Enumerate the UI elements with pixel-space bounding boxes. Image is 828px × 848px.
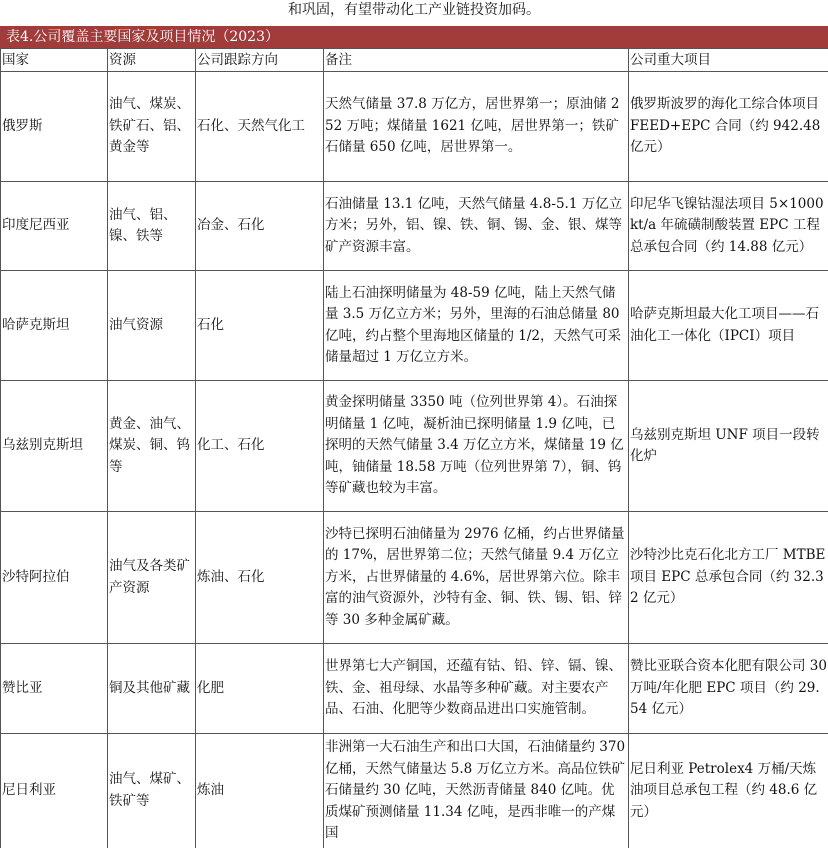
header-resources: 资源 [108,49,196,72]
country-cell: 乌兹别克斯坦 [1,381,108,512]
header-country: 国家 [1,49,108,72]
country-cell: 印度尼西亚 [1,182,108,271]
table-row [1,512,828,644]
direction-cell: 化工、石化 [196,381,324,512]
direction-cell: 化肥 [196,644,324,734]
table-row [1,644,828,734]
country-cell: 赞比亚 [1,644,108,734]
notes-cell: 世界第七大产铜国，还蕴有钴、铅、锌、镉、镍、铁、金、祖母绿、水晶等多种矿藏。对主要农产品、石油、化肥等少数商品进出口实施管制。 [324,644,629,734]
resources-cell: 油气、煤炭、铁矿石、铝、黄金等 [108,72,196,182]
table-row [1,734,828,848]
direction-cell: 炼油 [196,734,324,848]
project-cell: 赞比亚联合资本化肥有限公司 30 万吨/年化肥 EPC 项目（约 29.54 亿元） [629,644,828,734]
direction-cell: 石化 [196,271,324,381]
country-cell: 哈萨克斯坦 [1,271,108,381]
project-cell: 印尼华飞镍钴湿法项目 5×1000kt/a 年硫磺制酸装置 EPC 工程总承包合同（约 14.88 亿元） [629,182,828,271]
project-cell: 沙特沙比克石化北方工厂 MTBE 项目 EPC 总承包合同（约 32.32 亿元） [629,512,828,644]
country-cell: 沙特阿拉伯 [1,512,108,644]
project-cell: 俄罗斯波罗的海化工综合体项目 FEED+EPC 合同（约 942.48 亿元） [629,72,828,182]
direction-cell: 冶金、石化 [196,182,324,271]
header-project: 公司重大项目 [629,49,828,72]
table-row [1,271,828,381]
notes-cell: 陆上石油探明储量为 48-59 亿吨，陆上天然气储量 3.5 万亿立方米；另外，里海的石油总储量 80 亿吨，约占整个里海地区储量的 1/2，天然气可采储量超过 1 万亿立方米。 [324,271,629,381]
resources-cell: 油气及各类矿产资源 [108,512,196,644]
intro-text: 和巩固，有望带动化工产业链投资加码。 [0,0,828,24]
table-header-row [1,49,828,72]
direction-cell: 石化、天然气化工 [196,72,324,182]
country-projects-table [0,48,828,848]
project-cell: 哈萨克斯坦最大化工项目——石油化工一体化（IPCI）项目 [629,271,828,381]
header-direction: 公司跟踪方向 [196,49,324,72]
resources-cell: 铜及其他矿藏 [108,644,196,734]
resources-cell: 油气、铝、镍、铁等 [108,182,196,271]
notes-cell: 沙特已探明石油储量为 2976 亿桶，约占世界储量的 17%，居世界第二位；天然气储量 9.4 万亿立方米，占世界储量的 4.6%，居世界第六位。除丰富的油气资源外，沙特有金、铜、铁、锡、铝、锌等 30 多种金属矿藏。 [324,512,629,644]
notes-cell: 黄金探明储量 3350 吨（位列世界第 4）。石油探明储量 1 亿吨，凝析油已探明储量 1.9 亿吨，已探明的天然气储量 3.4 万亿立方米，煤储量 19 亿吨，铀储量 18.58 万吨（位列世界第 7），铜、钨等矿藏也较为丰富。 [324,381,629,512]
table-row [1,381,828,512]
notes-cell: 非洲第一大石油生产和出口大国，石油储量约 370 亿桶，天然气储量达 5.8 万亿立方米。高品位铁矿石储量约 30 亿吨，天然沥青储量 840 亿吨。优质煤矿预测储量 11.34 亿吨，是西非唯一的产煤国 [324,734,629,848]
table-row [1,182,828,271]
header-notes: 备注 [324,49,629,72]
project-cell: 乌兹别克斯坦 UNF 项目一段转化炉 [629,381,828,512]
country-cell: 俄罗斯 [1,72,108,182]
resources-cell: 油气资源 [108,271,196,381]
direction-cell: 炼油、石化 [196,512,324,644]
notes-cell: 天然气储量 37.8 万亿方，居世界第一；原油储 252 万吨；煤储量 1621 亿吨，居世界第一；铁矿石储量 650 亿吨，居世界第一。 [324,72,629,182]
resources-cell: 黄金、油气、煤炭、铜、钨等 [108,381,196,512]
table-row [1,72,828,182]
table-caption: 表4.公司覆盖主要国家及项目情况（2023） [0,26,828,48]
notes-cell: 石油储量 13.1 亿吨，天然气储量 4.8-5.1 万亿立方米；另外，铝、镍、铁、铜、锡、金、银、煤等矿产资源丰富。 [324,182,629,271]
resources-cell: 油气、煤矿、铁矿等 [108,734,196,848]
project-cell: 尼日利亚 Petrolex4 万桶/天炼油项目总承包工程（约 48.6 亿元） [629,734,828,848]
country-cell: 尼日利亚 [1,734,108,848]
